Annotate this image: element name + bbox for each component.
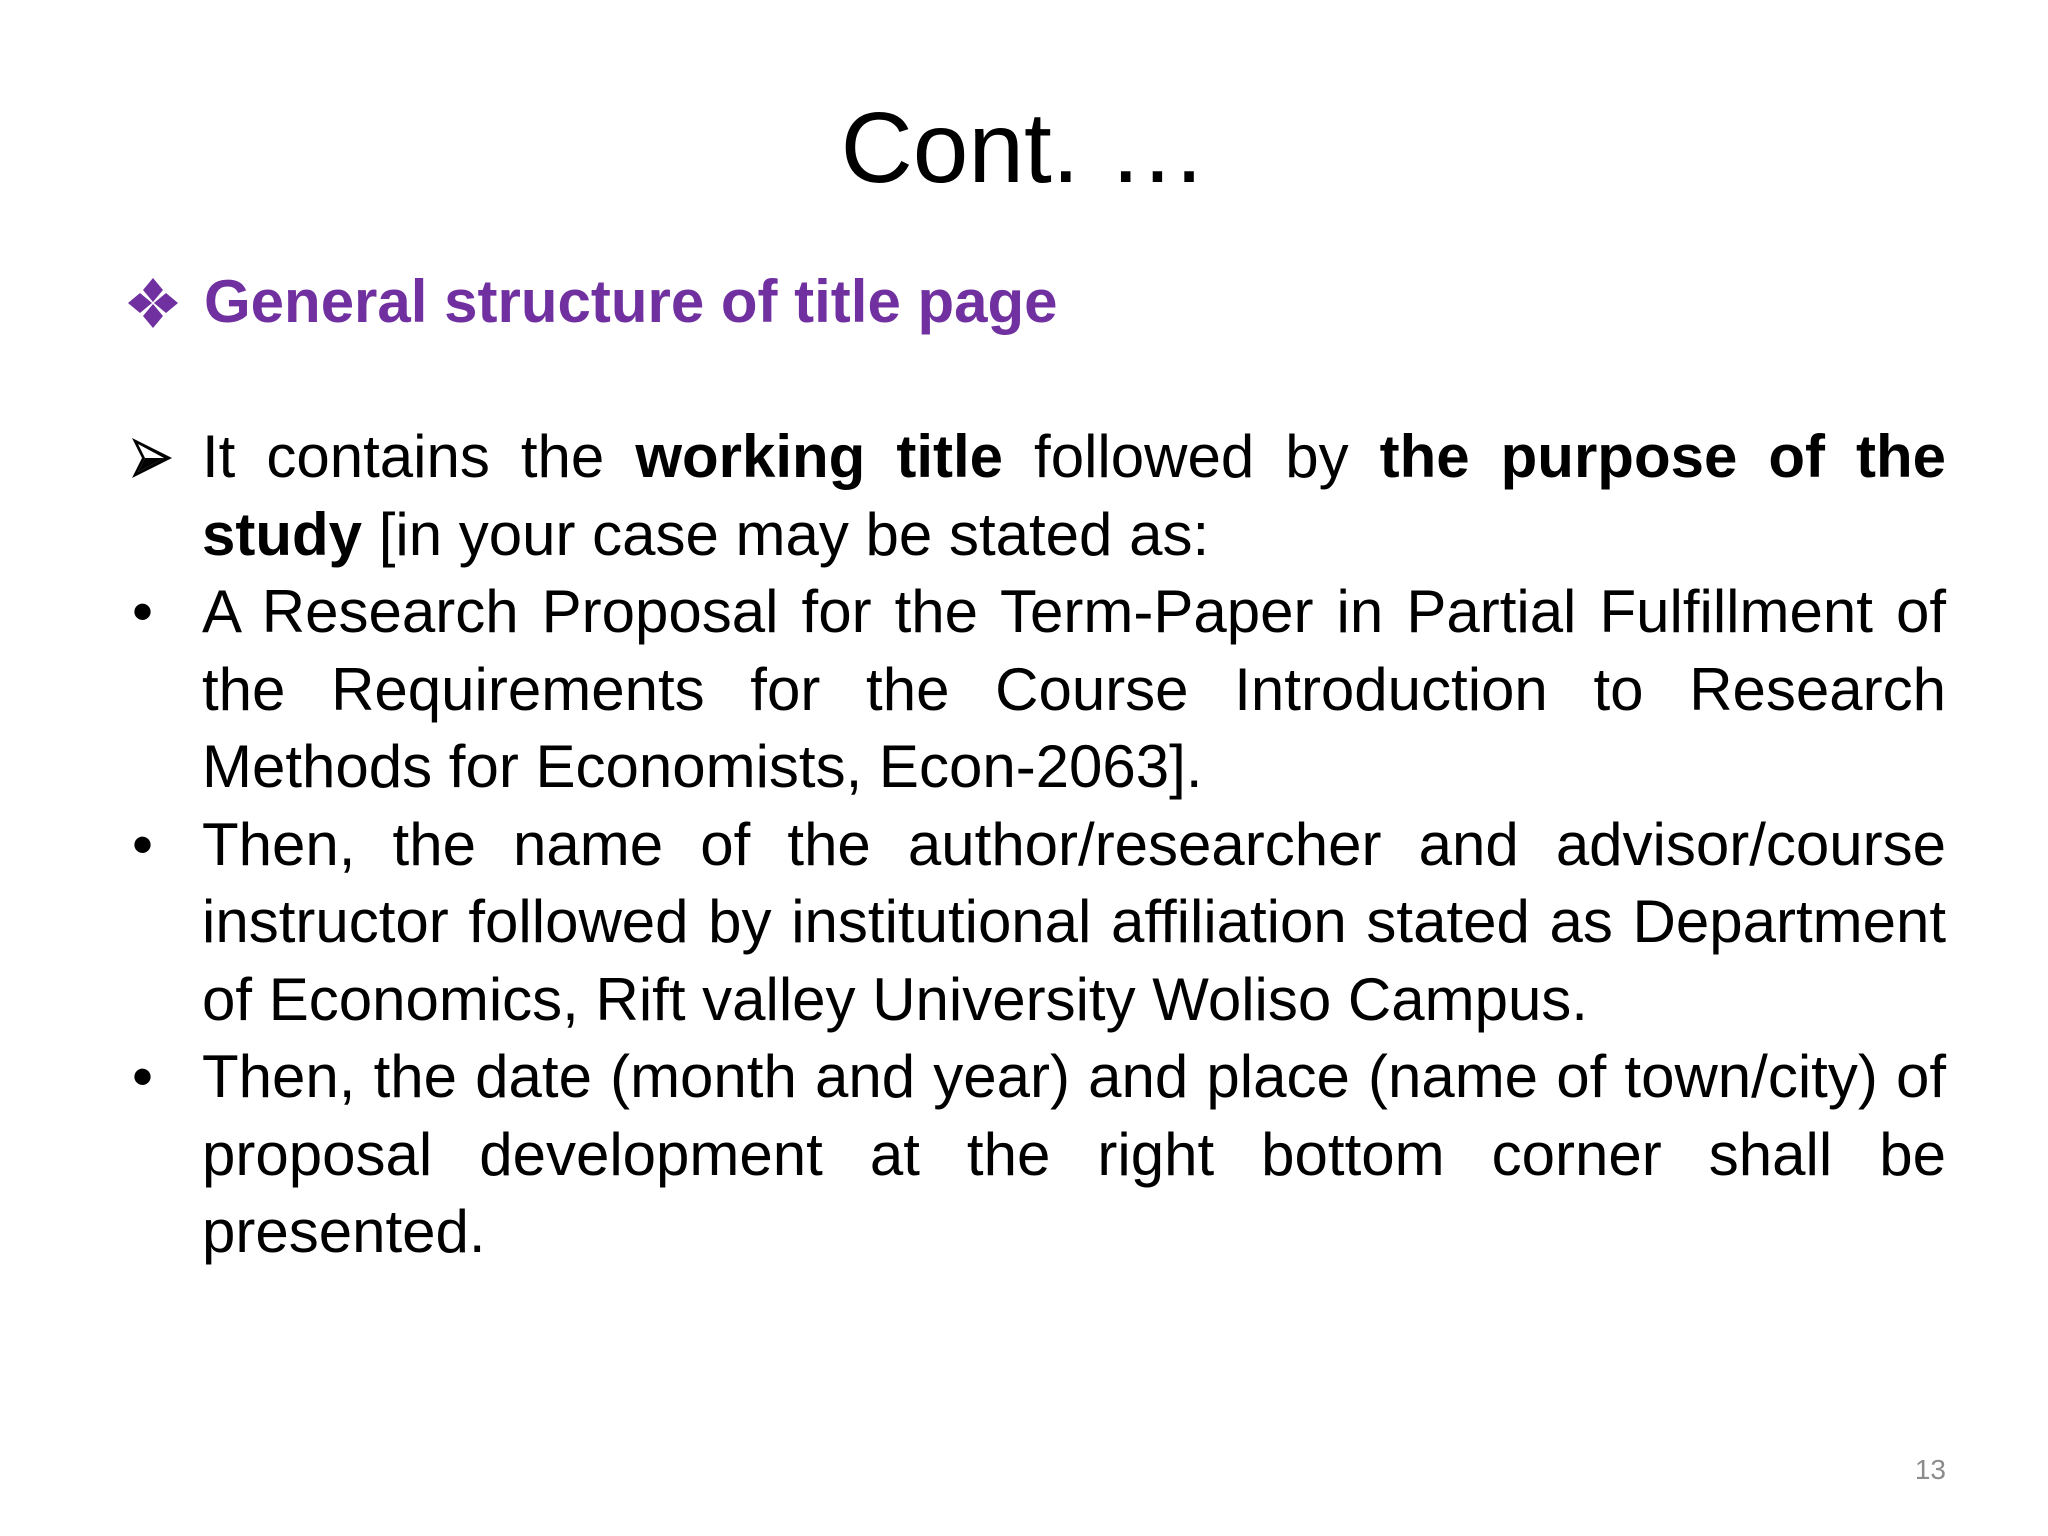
list-item <box>126 806 1946 1039</box>
item-text: Then, the name of the author/researcher and advisor/course instructor followed by institutional affiliation stated as Department of Economics, Rift valley University Woliso Campus. <box>202 810 1946 1033</box>
page-number: 13 <box>1914 1454 1946 1485</box>
item-text: Then, the date (month and year) and place (name of town/city) of proposal development at the right bottom corner shall be presented. <box>202 1043 1946 1265</box>
item-text: A Research Proposal for the Term-Paper in Partial Fulfillment of the Requirements for the Course Introduction to Research Methods for Economists, Econ-2063]. <box>202 578 1946 800</box>
arrow-bullet-icon <box>126 418 186 495</box>
list-item <box>126 418 1946 573</box>
bullet-dot-icon: • <box>132 810 154 878</box>
list-item <box>126 1038 1946 1271</box>
four-diamond-bullet-icon <box>126 276 180 330</box>
item-bold-text: the purpose of the study <box>202 423 1947 568</box>
slide-title: Cont. … <box>840 92 1208 204</box>
bullet-marker <box>126 806 186 883</box>
list-item <box>126 573 1946 806</box>
section-heading <box>126 262 1946 342</box>
section-heading-text: General structure of title page <box>204 268 1058 335</box>
item-text: [in your case may be stated as: <box>362 500 1210 568</box>
bullet-dot-icon: • <box>132 1043 154 1110</box>
item-bold-text: working title <box>635 423 1004 490</box>
item-text: It contains the <box>202 423 636 490</box>
bullet-list <box>126 418 1946 1271</box>
bullet-marker <box>126 1038 186 1115</box>
item-text: followed by <box>1003 423 1380 490</box>
bullet-dot-icon: • <box>132 578 154 645</box>
bullet-marker <box>126 573 186 650</box>
